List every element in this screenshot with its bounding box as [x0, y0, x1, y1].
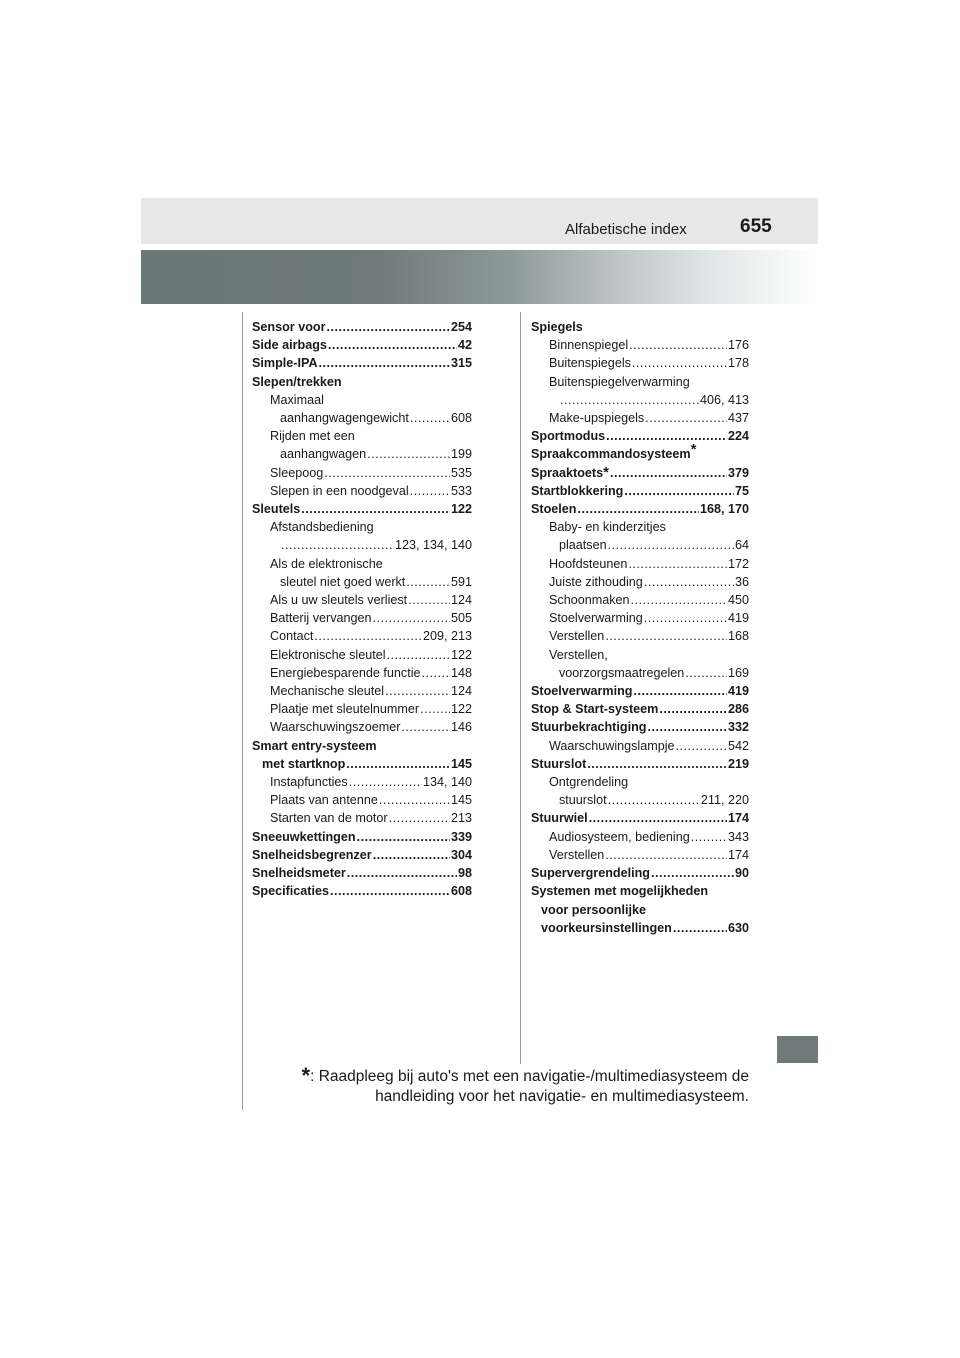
index-entry-page: 437	[727, 411, 749, 426]
index-entry	[252, 664, 472, 682]
index-entry	[252, 864, 472, 882]
index-entry	[252, 682, 472, 700]
dot-leader	[373, 846, 450, 864]
dot-leader	[631, 591, 727, 609]
index-entry-term: Specificaties	[252, 884, 330, 899]
index-entry	[531, 482, 749, 500]
footnote-asterisk: *	[301, 1063, 311, 1088]
index-entry	[531, 500, 749, 518]
index-entry-term: Spiegels	[531, 320, 583, 334]
dot-leader	[606, 427, 727, 445]
dot-leader	[281, 536, 394, 554]
index-entry-term: voor persoonlijke	[541, 902, 646, 917]
index-entry	[252, 882, 472, 900]
index-entry-page: 419	[727, 611, 749, 626]
index-entry-term: Audiosysteem, bediening	[549, 829, 690, 844]
index-entry-term: Hoofdsteunen	[549, 556, 628, 571]
index-entry-term: Als u uw sleutels verliest	[270, 593, 408, 608]
index-entry-page: 591	[450, 574, 472, 589]
index-entry-term: Snelheidsmeter	[252, 866, 346, 881]
dot-leader	[645, 409, 727, 427]
section-gradient-bar	[141, 250, 818, 304]
header-title: Alfabetische index	[565, 221, 687, 238]
index-entry	[531, 664, 749, 682]
index-entry-term: Schoonmaken	[549, 593, 630, 608]
index-entry: Spraaktoets * ..... 379	[531, 464, 749, 482]
dot-leader	[328, 336, 457, 354]
dot-leader	[587, 755, 727, 773]
index-entry	[252, 318, 472, 336]
index-entry	[531, 609, 749, 627]
index-entry-page: 379	[727, 465, 749, 480]
index-entry-page: 75	[734, 483, 749, 498]
index-entry-page: 174	[727, 811, 749, 826]
dot-leader	[347, 864, 457, 882]
index-entry-page: 124	[450, 593, 472, 608]
index-entry-page: 542	[727, 738, 749, 753]
index-entry-term: Simple-IPA	[252, 356, 318, 371]
dot-leader	[651, 864, 734, 882]
index-entry	[531, 773, 749, 791]
index-entry-term: Maximaal	[270, 392, 324, 407]
index-entry-term: Stuurslot	[531, 756, 587, 771]
index-entry	[531, 791, 749, 809]
index-entry-term: plaatsen	[559, 538, 607, 553]
index-entry	[531, 700, 749, 718]
index-entry-page: 224	[727, 429, 749, 444]
dot-leader	[633, 682, 727, 700]
index-entry	[531, 755, 749, 773]
index-entry-page: 339	[450, 829, 472, 844]
index-entry	[252, 354, 472, 372]
index-entry-page: 178	[727, 356, 749, 371]
index-entry-term: Instapfuncties	[270, 775, 348, 790]
index-entry	[252, 500, 472, 518]
index-entry	[252, 573, 472, 591]
footnote-line-1: : Raadpleeg bij auto's met een navigatie-/multimediasysteem de	[310, 1068, 749, 1085]
dot-leader	[367, 445, 450, 463]
index-entry-page: 90	[734, 866, 749, 881]
index-entry-page: 608	[450, 411, 472, 426]
dot-leader	[349, 773, 422, 791]
index-entry-page: 148	[450, 665, 472, 680]
dot-leader	[379, 791, 450, 809]
index-entry	[252, 718, 472, 736]
dot-leader	[605, 846, 727, 864]
index-column-left	[252, 318, 472, 901]
index-entry	[531, 373, 749, 391]
dot-leader	[406, 573, 450, 591]
index-entry-term: Startblokkering	[531, 483, 624, 498]
index-entry-term: Sportmodus	[531, 429, 606, 444]
index-thumb-tab	[777, 1036, 818, 1063]
index-entry	[252, 627, 472, 645]
index-entry	[252, 409, 472, 427]
index-entry-term: Sleepoog	[270, 465, 324, 480]
index-entry-page: 145	[450, 756, 472, 771]
index-entry-term: Verstellen,	[549, 647, 608, 662]
index-entry	[252, 791, 472, 809]
index-entry-page: 172	[727, 556, 749, 571]
index-entry	[531, 336, 749, 354]
index-entry-page: 419	[727, 684, 749, 699]
index-entry	[252, 391, 472, 409]
index-entry	[531, 627, 749, 645]
index-entry	[252, 555, 472, 573]
index-entry	[531, 737, 749, 755]
index-entry-page: 168	[727, 629, 749, 644]
index-entry	[252, 591, 472, 609]
dot-leader	[319, 354, 450, 372]
dot-leader	[420, 700, 450, 718]
index-entry	[531, 441, 749, 463]
dot-leader	[676, 737, 727, 755]
index-entry-term: Rijden met een	[270, 429, 355, 444]
index-entry	[252, 536, 472, 554]
index-entry	[252, 609, 472, 627]
index-entry-term: voorzorgsmaatregelen	[559, 665, 685, 680]
dot-leader	[659, 700, 727, 718]
index-entry-term: Stuurbekrachtiging	[531, 720, 647, 735]
index-entry	[531, 809, 749, 827]
index-entry-page: 315	[450, 356, 472, 371]
dot-leader	[408, 591, 450, 609]
index-entry-term: Afstandsbediening	[270, 520, 374, 535]
index-entry-page: 533	[450, 483, 472, 498]
dot-leader	[608, 536, 734, 554]
index-entry	[252, 464, 472, 482]
dot-leader	[628, 555, 727, 573]
dot-leader	[389, 809, 450, 827]
index-entry-term: met startknop	[262, 756, 346, 771]
index-entry-page: 406, 413	[699, 392, 749, 407]
index-entry-term: aanhangwagen	[280, 447, 367, 462]
index-entry-term: Baby- en kinderzitjes	[549, 520, 666, 535]
index-entry-page: 174	[727, 847, 749, 862]
index-entry-term: Spraakcommandosysteem	[531, 447, 691, 462]
index-entry	[531, 409, 749, 427]
index-entry	[531, 427, 749, 445]
index-entry-term: Plaats van antenne	[270, 793, 378, 808]
index-entry	[531, 882, 749, 900]
index-entry-term: Plaatje met sleutelnummer	[270, 702, 420, 717]
index-entry-page: 122	[450, 502, 472, 517]
index-entry	[252, 828, 472, 846]
index-entry-page: 98	[457, 866, 472, 881]
index-entry-term: Smart entry-systeem	[252, 738, 377, 753]
index-entry	[252, 809, 472, 827]
column-divider	[520, 312, 521, 1064]
index-entry-term: Stoelen	[531, 502, 577, 517]
dot-leader	[644, 609, 727, 627]
index-entry	[531, 318, 749, 336]
index-entry-term: Make-upspiegels	[549, 411, 645, 426]
index-entry	[252, 373, 472, 391]
dot-leader	[685, 664, 727, 682]
index-entry	[252, 646, 472, 664]
index-entry	[531, 828, 749, 846]
dot-leader	[422, 664, 450, 682]
index-entry-page: 213	[450, 811, 472, 826]
index-entry-page: 145	[450, 793, 472, 808]
index-entry-page: 219	[727, 756, 749, 771]
index-entry-page: 64	[734, 538, 749, 553]
dot-leader	[357, 828, 450, 846]
dot-leader	[326, 318, 450, 336]
dot-leader	[589, 809, 727, 827]
index-entry-term: Sleutels	[252, 502, 301, 517]
index-entry	[531, 846, 749, 864]
index-entry-term: Stoelverwarming	[549, 611, 643, 626]
index-entry-term: Starten van de motor	[270, 811, 388, 826]
dot-leader	[373, 609, 450, 627]
dot-leader	[647, 718, 727, 736]
index-entry-page: 450	[727, 593, 749, 608]
index-entry	[531, 646, 749, 664]
index-entry-term: Stuurwiel	[531, 811, 588, 826]
index-entry-page: 122	[450, 647, 472, 662]
index-entry-term: Slepen in een noodgeval	[270, 483, 409, 498]
index-entry-page: 124	[450, 684, 472, 699]
left-margin-rule	[242, 312, 243, 1110]
index-entry-page: 36	[734, 574, 749, 589]
index-entry-page: 505	[450, 611, 472, 626]
index-entry	[252, 336, 472, 354]
index-entry-term: Als de elektronische	[270, 556, 383, 571]
dot-leader	[385, 682, 450, 700]
dot-leader	[673, 919, 727, 937]
index-entry-page: 211, 220	[700, 793, 749, 808]
index-column-right	[531, 318, 749, 937]
dot-leader	[629, 336, 727, 354]
index-entry-page: 42	[457, 338, 472, 353]
dot-leader	[301, 500, 450, 518]
index-entry-page: 535	[450, 465, 472, 480]
index-entry	[252, 755, 472, 773]
index-entry-term: Sneeuwkettingen	[252, 829, 356, 844]
dot-leader	[578, 500, 699, 518]
index-entry-term: Supervergrendeling	[531, 866, 650, 881]
index-entry-term: Binnenspiegel	[549, 338, 629, 353]
index-entry-term: Side airbags	[252, 338, 327, 353]
dot-leader	[608, 791, 700, 809]
index-entry	[252, 518, 472, 536]
index-entry	[531, 682, 749, 700]
footnote	[300, 1063, 749, 1107]
dot-leader	[610, 464, 727, 482]
index-entry-term: Waarschuwingslampje	[549, 738, 675, 753]
dot-leader	[401, 718, 450, 736]
dot-leader	[410, 482, 450, 500]
index-entry	[531, 573, 749, 591]
index-entry-term: Stop & Start-systeem	[531, 702, 659, 717]
dot-leader	[387, 646, 450, 664]
index-entry-term: Snelheidsbegrenzer	[252, 847, 372, 862]
index-entry	[531, 518, 749, 536]
index-entry-term: Stoelverwarming	[531, 684, 633, 699]
index-entry	[531, 718, 749, 736]
index-entry-page: 343	[727, 829, 749, 844]
index-entry-term: Waarschuwingszoemer	[270, 720, 401, 735]
page-number: 655	[740, 216, 772, 237]
index-entry	[531, 536, 749, 554]
index-entry-page: 122	[450, 702, 472, 717]
index-entry	[252, 427, 472, 445]
index-entry-term: Ontgrendeling	[549, 775, 629, 790]
index-entry	[531, 391, 749, 409]
index-entry	[252, 773, 472, 791]
index-entry-term: Batterij vervangen	[270, 611, 372, 626]
index-entry-page: 146	[450, 720, 472, 735]
index-entry-page: 176	[727, 338, 749, 353]
dot-leader	[624, 482, 734, 500]
index-entry-page: 123, 134, 140	[394, 538, 472, 553]
index-entry-term: Spraaktoets	[531, 465, 604, 480]
dot-leader	[330, 882, 450, 900]
index-entry-term: Energiebesparende functie	[270, 665, 421, 680]
dot-leader	[605, 627, 727, 645]
dot-leader	[410, 409, 450, 427]
index-entry-term: Elektronische sleutel	[270, 647, 386, 662]
index-entry	[252, 700, 472, 718]
index-entry-page: 134, 140	[422, 775, 472, 790]
index-entry-term: stuurslot	[559, 793, 607, 808]
dot-leader	[314, 627, 422, 645]
header-band	[141, 198, 818, 244]
index-entry-page: 199	[450, 447, 472, 462]
index-entry	[252, 737, 472, 755]
index-entry-term: Sensor voor	[252, 320, 326, 334]
index-entry-page: 608	[450, 884, 472, 899]
index-entry-page: 209, 213	[422, 629, 472, 644]
dot-leader	[324, 464, 450, 482]
index-entry-term: Buitenspiegelverwarming	[549, 374, 690, 389]
index-entry	[252, 445, 472, 463]
index-entry-term: aanhangwagengewicht	[280, 411, 409, 426]
index-entry-term: Systemen met mogelijkheden	[531, 884, 709, 899]
index-entry	[252, 482, 472, 500]
index-entry-term: voorkeursinstellingen	[541, 920, 672, 935]
index-entry-page: 304	[450, 847, 472, 862]
index-entry	[531, 354, 749, 372]
index-entry-page: 254	[450, 320, 472, 334]
index-entry	[531, 901, 749, 919]
index-entry-term: Verstellen	[549, 629, 605, 644]
asterisk-marker: *	[690, 441, 697, 459]
index-entry-page: 630	[727, 920, 749, 935]
dot-leader	[644, 573, 734, 591]
index-entry	[252, 846, 472, 864]
index-entry-page: 169	[727, 665, 749, 680]
index-entry	[531, 864, 749, 882]
dot-leader	[691, 828, 727, 846]
index-entry-page: 332	[727, 720, 749, 735]
index-entry-term: Slepen/trekken	[252, 374, 342, 389]
dot-leader	[346, 755, 450, 773]
index-entry	[531, 591, 749, 609]
index-entry-term: Juiste zithouding	[549, 574, 643, 589]
dot-leader	[560, 391, 699, 409]
footnote-line-2: handleiding voor het navigatie- en multimediasysteem.	[375, 1088, 749, 1105]
index-entry-term: Mechanische sleutel	[270, 684, 385, 699]
index-entry-term: Buitenspiegels	[549, 356, 631, 371]
dot-leader	[632, 354, 727, 372]
index-entry	[531, 919, 749, 937]
index-entry-term: Verstellen	[549, 847, 605, 862]
index-entry	[531, 555, 749, 573]
index-entry-term: sleutel niet goed werkt	[280, 574, 406, 589]
index-entry-term: Contact	[270, 629, 314, 644]
index-entry-page: 286	[727, 702, 749, 717]
index-entry-page: 168, 170	[699, 502, 749, 517]
